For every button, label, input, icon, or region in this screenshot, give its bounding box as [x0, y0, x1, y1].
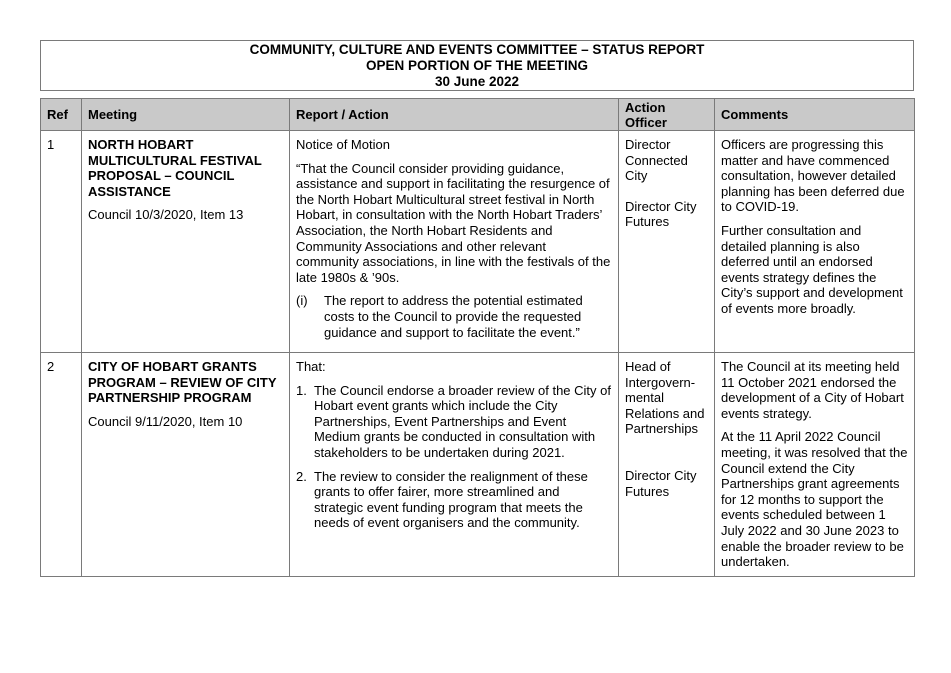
table-row: [41, 353, 915, 577]
report-title-box: [40, 40, 914, 91]
officer-name: Director City Futures: [625, 467, 697, 499]
list-marker: 2.: [296, 468, 307, 484]
list-text: The report to address the potential estimated costs to the Council to provide the requested guidance and support to facilitate the event.”: [324, 293, 583, 340]
meeting-reference: Council 10/3/2020, Item 13: [88, 207, 244, 223]
report-subtitle: OPEN PORTION OF THE MEETING: [365, 58, 588, 73]
meeting-reference: Council 9/11/2020, Item 10: [88, 413, 243, 429]
report-list-item: [296, 293, 612, 340]
report-title: COMMUNITY, CULTURE AND EVENTS COMMITTEE – STATUS REPORT: [249, 42, 705, 57]
list-text: The review to consider the realignment of these grants to offer fairer, more streamlined and strategic event funding program that meets the needs of event organisers and the community.: [314, 468, 588, 531]
row-comments: [715, 131, 915, 353]
row-officer: [619, 131, 715, 353]
table-row: [41, 131, 915, 353]
column-header-ref: Ref: [41, 99, 82, 131]
officer-name: Head of Intergovern-mental Relations and Partnerships: [625, 359, 705, 437]
report-intro: Notice of Motion: [296, 137, 390, 152]
meeting-title: NORTH HOBART MULTICULTURAL FESTIVAL PROPOSAL – COUNCIL ASSISTANCE: [88, 137, 262, 199]
table-header-row: [41, 99, 915, 131]
list-marker: 1.: [296, 382, 307, 398]
report-date: 30 June 2022: [434, 74, 520, 89]
status-table: [40, 98, 915, 577]
row-ref: 2: [41, 353, 82, 577]
report-list-item: [296, 383, 612, 461]
row-ref: 1: [41, 131, 82, 353]
report-body: “That the Council consider providing guidance, assistance and support in facilitating the resurgence of the North Hobart Multicultural street festival in North Hobart, in consultation with the North Hobart Traders’ Association, the North Hobart Residents and Community Associations and other relevant community associations, in line with the festivals of the late 1980s & ’90s.: [296, 160, 611, 285]
column-header-officer-line2: Officer: [625, 114, 667, 130]
report-list-item: [296, 469, 612, 531]
list-marker: (i): [296, 293, 308, 309]
row-comments: [715, 353, 915, 577]
officer-name: Director Connected City: [625, 137, 688, 184]
report-intro: That:: [296, 359, 326, 374]
status-report-document: [40, 40, 914, 570]
row-report: [290, 131, 619, 353]
row-officer: [619, 353, 715, 577]
row-meeting: [82, 353, 290, 577]
comment-paragraph: At the 11 April 2022 Council meeting, it was resolved that the Council extend the City Partnerships grant agreements for 12 months to support the events scheduled between 1 July 2022 and 30 June 2023 to enable the broader review to be undertaken.: [721, 429, 908, 570]
column-header-meeting: Meeting: [82, 99, 290, 131]
column-header-officer: [619, 99, 715, 131]
column-header-comments: Comments: [715, 99, 915, 131]
row-meeting: [82, 131, 290, 353]
comment-paragraph: Further consultation and detailed planning is also deferred until an endorsed events strategy defines the City’s support and development of events more broadly.: [721, 222, 903, 316]
column-header-report: Report / Action: [290, 99, 619, 131]
comment-paragraph: Officers are progressing this matter and have commenced consultation, however detailed planning has been deferred due to COVID-19.: [721, 137, 905, 215]
list-text: The Council endorse a broader review of the City of Hobart event grants which include the City Partnerships, Event Partnerships and Event Medium grants be conducted in consultation with stakeholders to be undertaken during 2021.: [314, 382, 611, 460]
officer-name: Director City Futures: [625, 198, 697, 230]
row-report: [290, 353, 619, 577]
comment-paragraph: The Council at its meeting held 11 October 2021 endorsed the development of a City of Hobart events strategy.: [721, 359, 904, 421]
meeting-title: CITY OF HOBART GRANTS PROGRAM – REVIEW OF CITY PARTNERSHIP PROGRAM: [88, 359, 277, 406]
column-header-officer-line1: Action: [625, 99, 666, 115]
